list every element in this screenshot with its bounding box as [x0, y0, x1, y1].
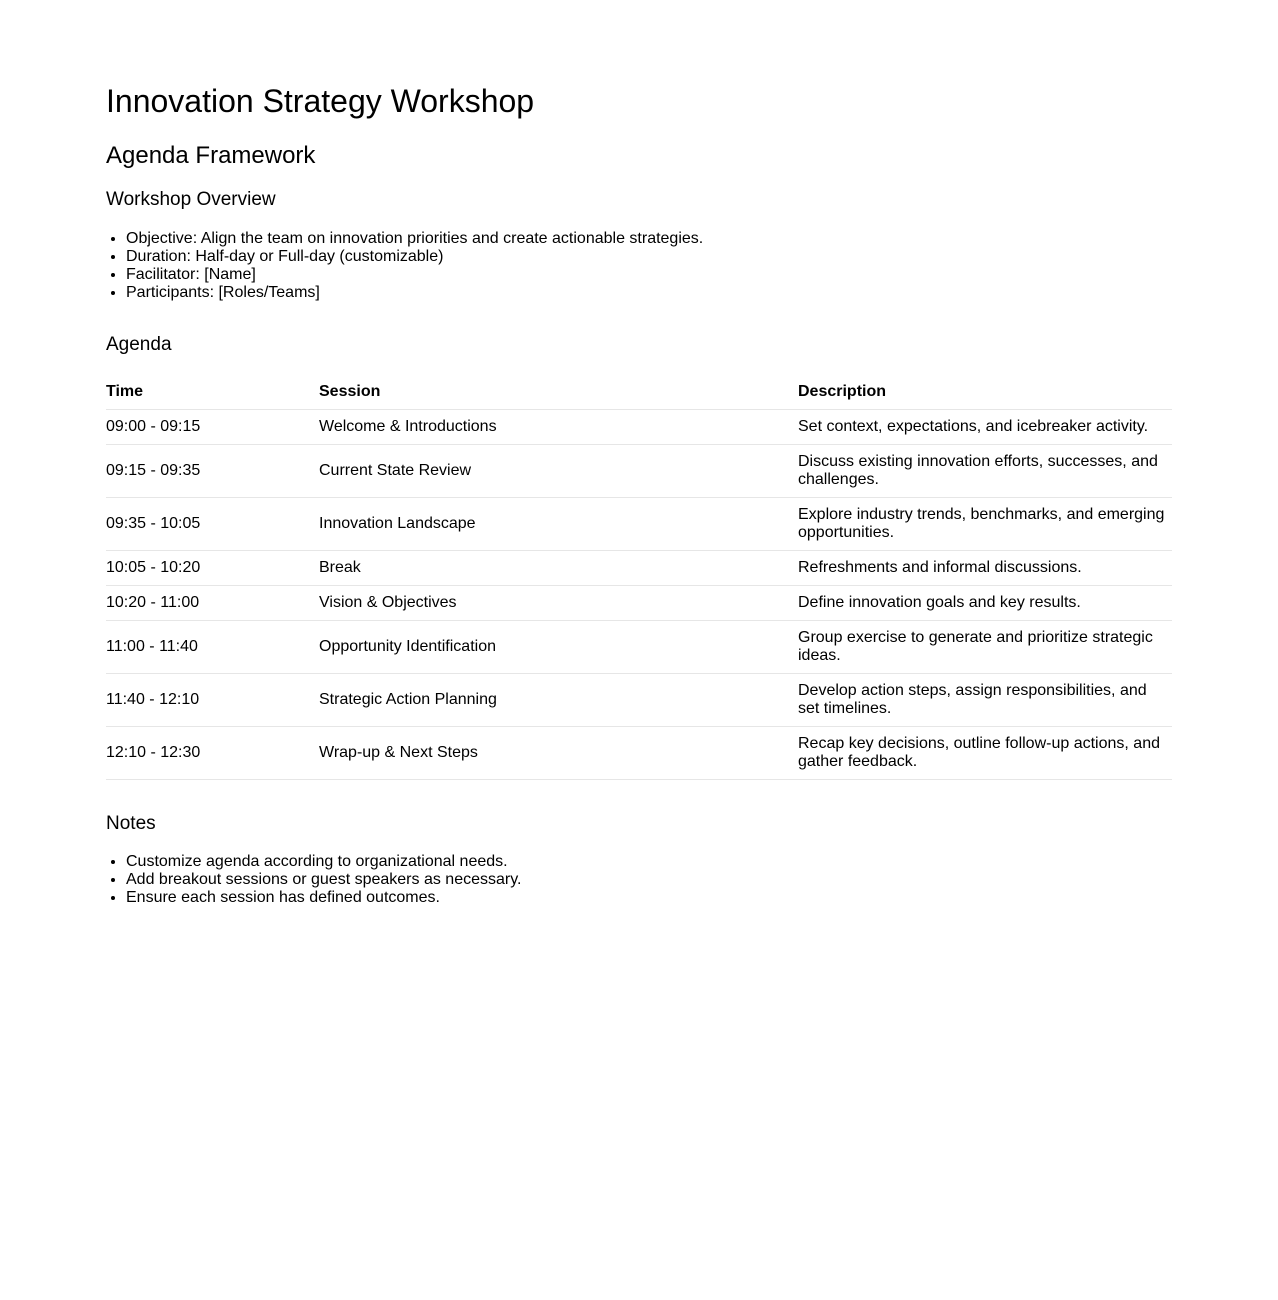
time-cell: 11:00 - 11:40	[106, 621, 319, 674]
page-title: Innovation Strategy Workshop	[106, 83, 535, 119]
session-cell: Opportunity Identification	[319, 621, 798, 674]
time-cell: 12:10 - 12:30	[106, 727, 319, 780]
list-item: • Ensure each session has defined outcomes.	[126, 889, 521, 907]
table-row	[106, 551, 1172, 586]
list-item: • Participants: [Roles/Teams]	[126, 284, 703, 302]
table-row	[106, 586, 1172, 621]
table-row	[106, 727, 1172, 780]
description-cell: Discuss existing innovation efforts, successes, and challenges.	[798, 445, 1172, 498]
description-cell: Recap key decisions, outline follow-up actions, and gather feedback.	[798, 727, 1172, 780]
time-cell: 11:40 - 12:10	[106, 674, 319, 727]
time-cell: 10:05 - 10:20	[106, 551, 319, 586]
notes-list	[106, 853, 521, 907]
list-item: • Duration: Half-day or Full-day (customizable)	[126, 248, 703, 266]
description-cell: Set context, expectations, and icebreaker activity.	[798, 410, 1172, 445]
description-cell: Define innovation goals and key results.	[798, 586, 1172, 621]
column-header-time: Time	[106, 375, 319, 410]
time-cell: 09:00 - 09:15	[106, 410, 319, 445]
list-item: • Customize agenda according to organizational needs.	[126, 853, 521, 871]
description-cell: Group exercise to generate and prioritize strategic ideas.	[798, 621, 1172, 674]
list-item: • Facilitator: [Name]	[126, 266, 703, 284]
table-row	[106, 445, 1172, 498]
notes-heading: Notes	[106, 813, 156, 834]
agenda-heading: Agenda	[106, 334, 172, 355]
table-row	[106, 621, 1172, 674]
list-item: • Add breakout sessions or guest speakers as necessary.	[126, 871, 521, 889]
session-cell: Strategic Action Planning	[319, 674, 798, 727]
table-row	[106, 410, 1172, 445]
agenda-table	[106, 375, 1172, 780]
time-cell: 10:20 - 11:00	[106, 586, 319, 621]
list-item: • Objective: Align the team on innovation priorities and create actionable strategies.	[126, 230, 703, 248]
time-cell: 09:15 - 09:35	[106, 445, 319, 498]
table-row	[106, 498, 1172, 551]
session-cell: Vision & Objectives	[319, 586, 798, 621]
description-cell: Refreshments and informal discussions.	[798, 551, 1172, 586]
table-header-row	[106, 375, 1172, 410]
session-cell: Current State Review	[319, 445, 798, 498]
overview-heading: Workshop Overview	[106, 189, 276, 210]
description-cell: Develop action steps, assign responsibilities, and set timelines.	[798, 674, 1172, 727]
table-row	[106, 674, 1172, 727]
overview-list	[106, 230, 703, 302]
description-cell: Explore industry trends, benchmarks, and emerging opportunities.	[798, 498, 1172, 551]
page-subtitle: Agenda Framework	[106, 142, 316, 169]
column-header-description: Description	[798, 375, 1172, 410]
session-cell: Welcome & Introductions	[319, 410, 798, 445]
session-cell: Wrap-up & Next Steps	[319, 727, 798, 780]
time-cell: 09:35 - 10:05	[106, 498, 319, 551]
column-header-session: Session	[319, 375, 798, 410]
session-cell: Innovation Landscape	[319, 498, 798, 551]
session-cell: Break	[319, 551, 798, 586]
